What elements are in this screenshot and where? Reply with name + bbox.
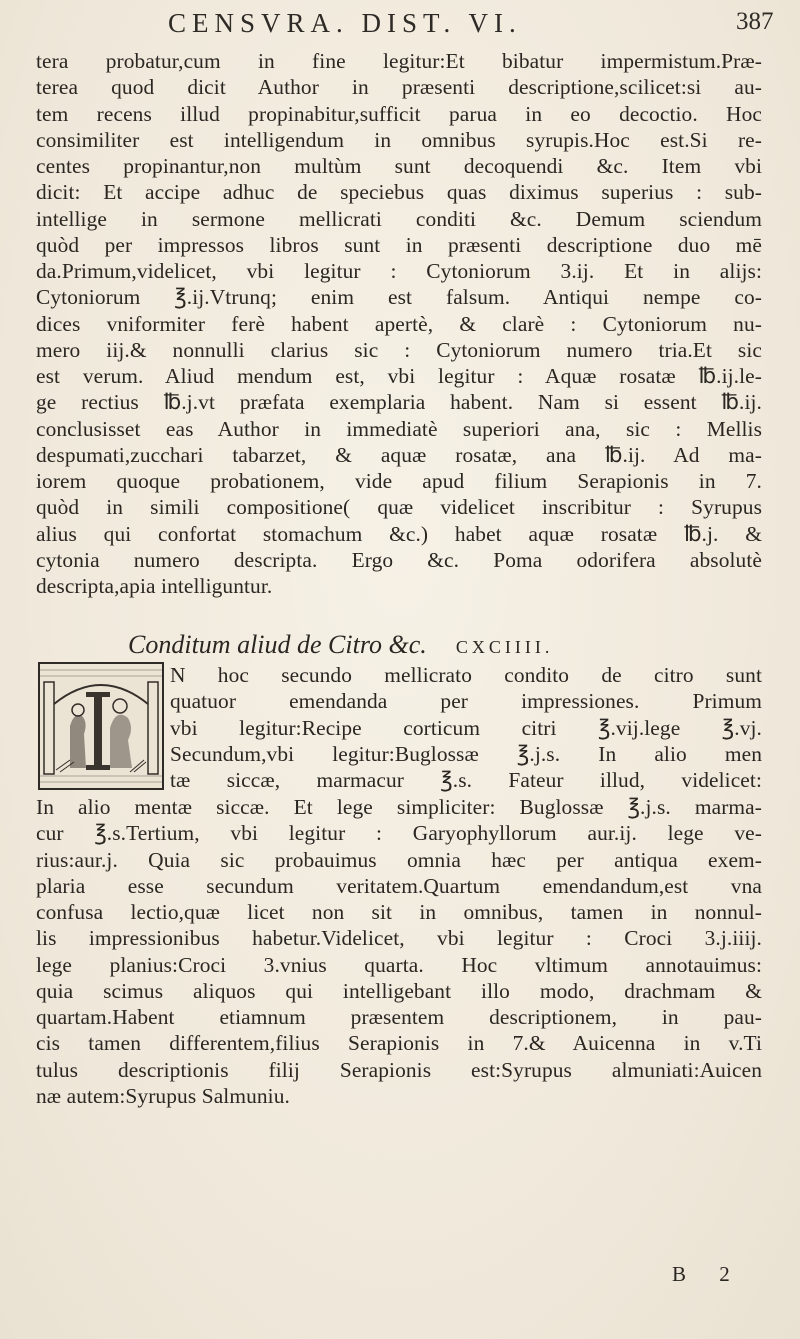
text-line: dicit: Et accipe adhuc de speciebus quas diximus superius : sub- bbox=[36, 180, 762, 205]
text-line: lege planius:Croci 3.vnius quarta. Hoc vltimum annotauimus: bbox=[36, 952, 762, 977]
text-line: quòd per impressos libros sunt in præsenti descriptione duo mē bbox=[36, 232, 762, 257]
text-line: iorem quoque probationem, vide apud filium Serapionis in 7. bbox=[36, 469, 762, 493]
text-line: consimiliter est intelligendum in omnibus syrupis.Hoc est.Si re- bbox=[36, 127, 762, 152]
text-block-2-indented bbox=[170, 662, 762, 793]
page-number: 387 bbox=[736, 8, 774, 35]
text-line: lis impressionibus habetur.Videlicet, vbi legitur : Croci 3.j.iiij. bbox=[36, 926, 762, 951]
signature-mark: B 2 bbox=[672, 1262, 744, 1286]
text-line: conclusisset eas Author in immediatè superiori ana, sic : Mellis bbox=[36, 416, 762, 441]
text-line: quatuor emendanda per impressiones. Primum bbox=[170, 689, 762, 714]
text-block-1 bbox=[36, 48, 762, 599]
text-line: terea quod dicit Author in præsenti descriptione,scilicet:si au- bbox=[36, 75, 762, 100]
running-head: CENSVRA. DIST. VI. bbox=[168, 8, 522, 38]
chapter-title: Conditum aliud de Citro &c. bbox=[128, 630, 427, 659]
chapter-numeral: CXCIIII. bbox=[455, 637, 554, 657]
chapter-heading bbox=[128, 630, 728, 664]
text-line: tera probatur,cum in fine legitur:Et bibatur impermistum.Præ- bbox=[36, 49, 762, 73]
text-line: tem recens illud propinabitur,sufficit parua in eo decoctio. Hoc bbox=[36, 101, 762, 126]
text-line: vbi legitur:Recipe corticum citri ℥.vij.lege ℥.vj. bbox=[170, 715, 762, 740]
text-line: centes propinantur,non multùm sunt decoquendi &c. Item vbi bbox=[36, 154, 762, 178]
text-line: cytonia numero descripta. Ergo &c. Poma odorifera absolutè bbox=[36, 547, 762, 572]
text-line: quartam.Habent etiamnum præsentem descriptionem, in pau- bbox=[36, 1005, 762, 1029]
text-line: despumati,zucchari tabarzet, & aquæ rosatæ, ana ℔.ij. Ad ma- bbox=[36, 442, 762, 467]
text-line: descripta,apia intelliguntur. bbox=[36, 574, 273, 598]
woodcut-illustration bbox=[40, 664, 162, 788]
text-line: rius:aur.j. Quia sic probauimus omnia hæc per antiqua exem- bbox=[36, 847, 762, 872]
text-line: Secundum,vbi legitur:Buglossæ ℥.j.s. In alio men bbox=[170, 741, 762, 766]
text-line: dices vniformiter ferè habent apertè, & clarè : Cytoniorum nu- bbox=[36, 311, 762, 336]
text-line: tulus descriptionis filij Serapionis est:Syrupus almuniati:Auicen bbox=[36, 1057, 762, 1082]
text-line: In alio mentæ siccæ. Et lege simpliciter: Buglossæ ℥.j.s. marma- bbox=[36, 795, 762, 819]
text-line: ge rectius ℔.j.vt præfata exemplaria habent. Nam si essent ℔.ij. bbox=[36, 390, 762, 415]
text-block-2 bbox=[36, 794, 762, 1109]
text-line: da.Primum,videlicet, vbi legitur : Cytoniorum 3.ij. Et in alijs: bbox=[36, 259, 762, 283]
text-line: plaria esse secundum veritatem.Quartum emendandum,est vna bbox=[36, 873, 762, 898]
text-line: cis tamen differentem,filius Serapionis in 7.& Auicenna in v.Ti bbox=[36, 1031, 762, 1056]
text-line: N hoc secundo mellicrato condito de citro sunt bbox=[170, 663, 762, 687]
text-line: mero iij.& nonnulli clarius sic : Cytoniorum numero tria.Et sic bbox=[36, 337, 762, 362]
page-header bbox=[0, 6, 800, 44]
text-line: confusa lectio,quæ licet non sit in omnibus, tamen in nonnul- bbox=[36, 900, 762, 924]
text-line: est verum. Aliud mendum est, vbi legitur : Aquæ rosatæ ℔.ij.le- bbox=[36, 364, 762, 388]
text-line: tæ siccæ, marmacur ℥.s. Fateur illud, videlicet: bbox=[170, 768, 762, 792]
text-line: cur ℥.s.Tertium, vbi legitur : Garyophyllorum aur.ij. lege ve- bbox=[36, 821, 762, 846]
text-line: næ autem:Syrupus Salmuniu. bbox=[36, 1083, 290, 1108]
text-line: quia scimus aliquos qui intelligebant illo modo, drachmam & bbox=[36, 978, 762, 1003]
text-line: Cytoniorum ℥.ij.Vtrunq; enim est falsum. Antiqui nempe co- bbox=[36, 285, 762, 310]
text-line: intellige in sermone mellicrati conditi &c. Demum sciendum bbox=[36, 206, 762, 231]
woodcut-initial-icon bbox=[38, 662, 164, 790]
text-line: alius qui confortat stomachum &c.) habet aquæ rosatæ ℔.j. & bbox=[36, 521, 762, 546]
text-line: quòd in simili compositione( quæ videlicet inscribitur : Syrupus bbox=[36, 495, 762, 520]
